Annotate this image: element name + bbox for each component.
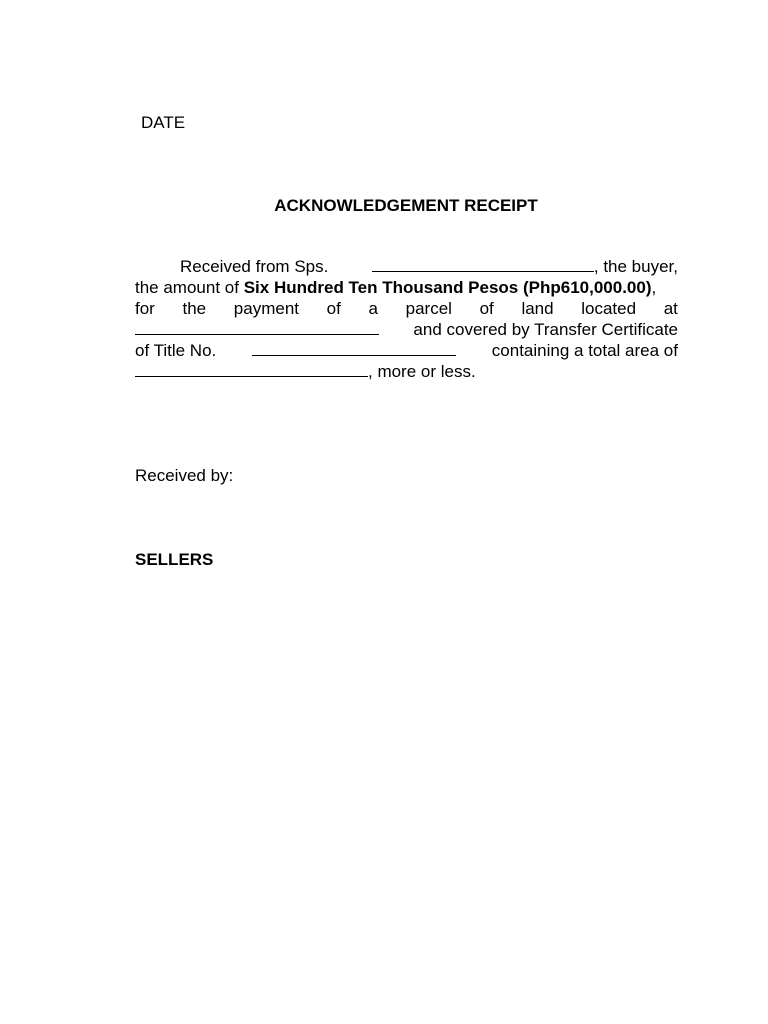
word-text: parcel [405, 299, 452, 318]
received-from-text: Received from Sps. [180, 257, 329, 276]
word-text: a [368, 299, 378, 318]
tct-text: and covered by Transfer Certificate [413, 320, 678, 339]
word-text: of [479, 299, 494, 318]
body-line-4 [135, 319, 678, 340]
buyer-suffix-text: , the buyer, [593, 257, 678, 276]
area-blank[interactable] [135, 361, 368, 377]
amount-text: Six Hundred Ten Thousand Pesos (Php610,000.00) [243, 278, 652, 297]
title-no-text: of Title No. [135, 341, 217, 360]
body-line-5 [135, 340, 678, 361]
word-text: of [326, 299, 341, 318]
more-or-less-text: , more or less. [368, 362, 476, 381]
word-text: payment [233, 299, 299, 318]
title-no-blank[interactable] [252, 340, 456, 356]
body-line-1 [135, 256, 678, 277]
word-text: at [663, 299, 678, 318]
sellers-label: SELLERS [135, 550, 214, 569]
receipt-body [135, 256, 678, 382]
amount-suffix-text: , [651, 278, 657, 297]
location-blank[interactable] [135, 319, 379, 335]
document-title: ACKNOWLEDGEMENT RECEIPT [274, 196, 538, 215]
received-by-label: Received by: [135, 466, 234, 485]
buyer-name-blank[interactable] [372, 256, 594, 272]
word-text: located [581, 299, 637, 318]
word-text: land [521, 299, 554, 318]
body-line-6 [135, 361, 678, 382]
body-line-2 [135, 277, 678, 298]
date-label: DATE [141, 113, 186, 132]
word-text: for [135, 299, 155, 318]
word-text: the [182, 299, 207, 318]
area-text: containing a total area of [491, 341, 678, 360]
amount-prefix-text: the amount of [135, 278, 239, 297]
body-line-3 [135, 298, 678, 319]
